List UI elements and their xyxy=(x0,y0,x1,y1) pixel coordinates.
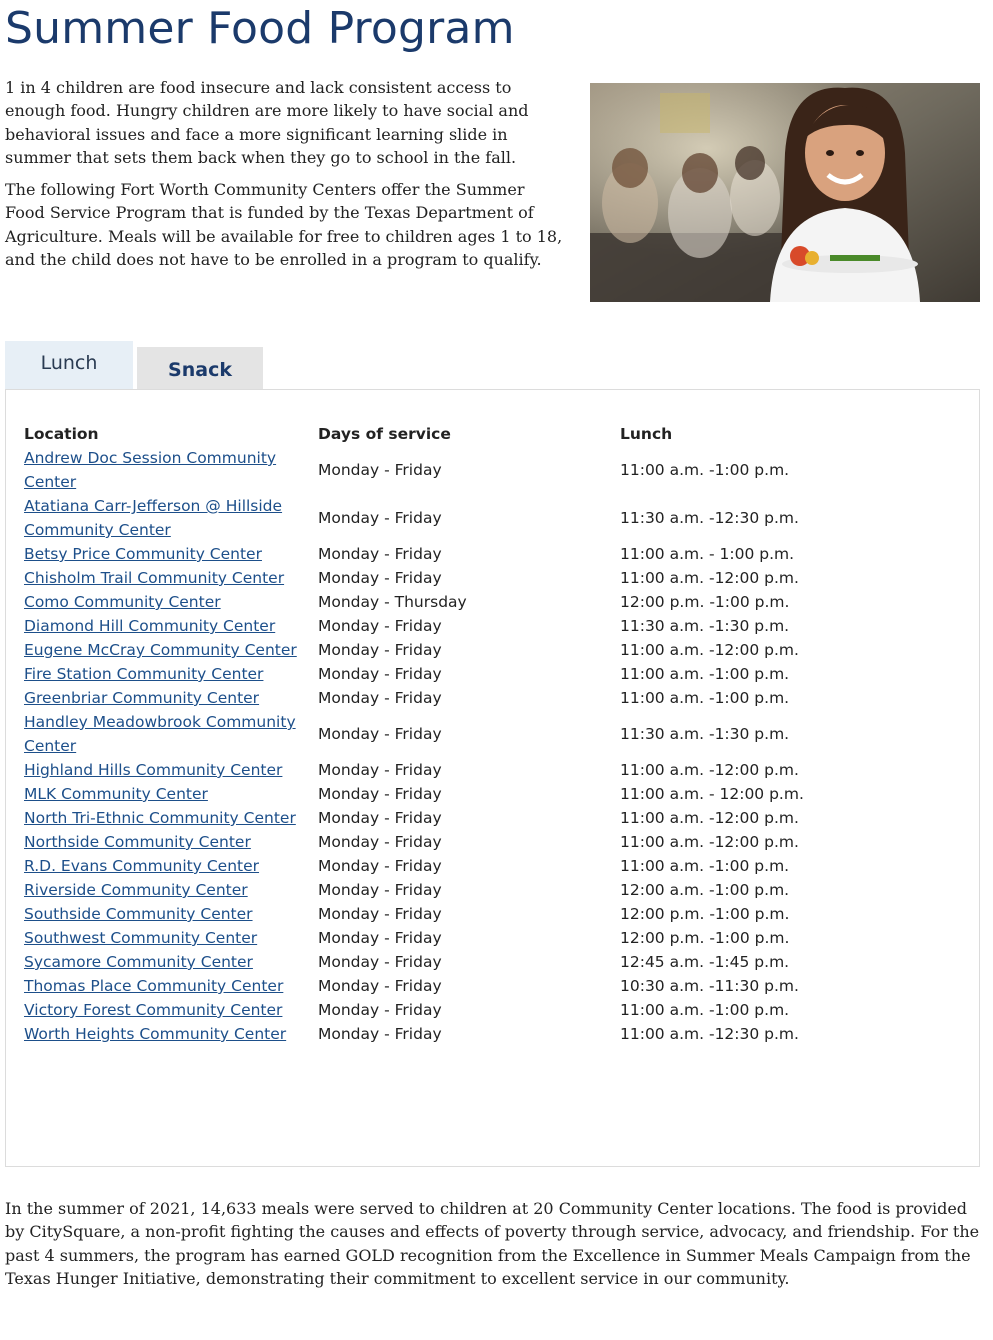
table-row xyxy=(24,494,804,542)
time-cell: 11:00 a.m. -1:00 p.m. xyxy=(620,1001,790,1019)
location-cell xyxy=(24,710,318,758)
table-row xyxy=(24,590,804,614)
time-cell: 11:00 a.m. -12:30 p.m. xyxy=(620,1025,799,1043)
location-link[interactable]: Highland Hills Community Center xyxy=(24,761,283,779)
location-link[interactable]: North Tri-Ethnic Community Center xyxy=(24,809,296,827)
intro-text xyxy=(5,76,567,280)
days-cell: Monday - Friday xyxy=(318,761,442,779)
location-cell xyxy=(24,566,318,590)
location-link[interactable]: Handley Meadowbrook Community Center xyxy=(24,713,296,755)
location-link[interactable]: Riverside Community Center xyxy=(24,881,248,899)
table-row xyxy=(24,998,804,1022)
time-cell: 12:00 a.m. -1:00 p.m. xyxy=(620,881,790,899)
days-cell: Monday - Friday xyxy=(318,833,442,851)
table-row xyxy=(24,1022,804,1046)
tab-lunch[interactable]: Lunch xyxy=(5,341,133,389)
location-cell xyxy=(24,878,318,902)
time-cell: 11:00 a.m. -12:00 p.m. xyxy=(620,809,799,827)
days-cell: Monday - Friday xyxy=(318,809,442,827)
days-cell: Monday - Friday xyxy=(318,617,442,635)
days-cell: Monday - Friday xyxy=(318,929,442,947)
time-cell: 11:00 a.m. - 1:00 p.m. xyxy=(620,545,795,563)
location-cell xyxy=(24,782,318,806)
time-cell: 11:30 a.m. -12:30 p.m. xyxy=(620,509,799,527)
days-cell: Monday - Thursday xyxy=(318,593,467,611)
location-cell xyxy=(24,686,318,710)
child-with-lunch-tray-photo xyxy=(590,83,980,302)
table-header-row xyxy=(24,422,804,446)
time-cell: 11:00 a.m. -1:00 p.m. xyxy=(620,665,790,683)
table-row xyxy=(24,950,804,974)
location-cell xyxy=(24,638,318,662)
location-cell xyxy=(24,494,318,542)
location-cell xyxy=(24,614,318,638)
location-cell xyxy=(24,830,318,854)
table-row xyxy=(24,542,804,566)
time-cell: 11:00 a.m. -12:00 p.m. xyxy=(620,569,799,587)
time-cell: 11:00 a.m. - 12:00 p.m. xyxy=(620,785,804,803)
tab-snack[interactable]: Snack xyxy=(137,347,263,389)
days-cell: Monday - Friday xyxy=(318,665,442,683)
days-cell: Monday - Friday xyxy=(318,785,442,803)
table-row xyxy=(24,638,804,662)
time-cell: 12:00 p.m. -1:00 p.m. xyxy=(620,929,790,947)
days-cell: Monday - Friday xyxy=(318,977,442,995)
location-link[interactable]: Victory Forest Community Center xyxy=(24,1001,283,1019)
intro-paragraph-2: The following Fort Worth Community Centers offer the Summer Food Service Program that is funded by the Texas Department of Agriculture. Meals will be available for free to children ages 1 to 18, and the child does not have to be enrolled in a program to qualify. xyxy=(5,180,563,270)
location-link[interactable]: Andrew Doc Session Community Center xyxy=(24,449,277,491)
table-row xyxy=(24,902,804,926)
time-cell: 11:00 a.m. -12:00 p.m. xyxy=(620,761,799,779)
time-cell: 11:00 a.m. -1:00 p.m. xyxy=(620,689,790,707)
days-cell: Monday - Friday xyxy=(318,1025,442,1043)
location-link[interactable]: Betsy Price Community Center xyxy=(24,545,262,563)
time-cell: 11:00 a.m. -1:00 p.m. xyxy=(620,461,790,479)
days-cell: Monday - Friday xyxy=(318,857,442,875)
location-link[interactable]: Southwest Community Center xyxy=(24,929,258,947)
location-cell xyxy=(24,446,318,494)
days-cell: Monday - Friday xyxy=(318,953,442,971)
location-column-header: Location xyxy=(24,425,99,443)
days-cell: Monday - Friday xyxy=(318,689,442,707)
days-cell: Monday - Friday xyxy=(318,641,442,659)
location-link[interactable]: Northside Community Center xyxy=(24,833,251,851)
location-cell xyxy=(24,590,318,614)
table-row xyxy=(24,974,804,998)
table-row xyxy=(24,662,804,686)
table-row xyxy=(24,710,804,758)
location-link[interactable]: Greenbriar Community Center xyxy=(24,689,260,707)
table-row xyxy=(24,614,804,638)
page-title: Summer Food Program xyxy=(5,3,515,54)
table-row xyxy=(24,926,804,950)
days-cell: Monday - Friday xyxy=(318,905,442,923)
time-cell: 10:30 a.m. -11:30 p.m. xyxy=(620,977,799,995)
location-link[interactable]: Chisholm Trail Community Center xyxy=(24,569,285,587)
time-cell: 11:00 a.m. -1:00 p.m. xyxy=(620,857,790,875)
location-link[interactable]: Thomas Place Community Center xyxy=(24,977,284,995)
location-link[interactable]: R.D. Evans Community Center xyxy=(24,857,260,875)
days-column-header: Days of service xyxy=(318,425,451,443)
location-cell xyxy=(24,854,318,878)
table-row xyxy=(24,686,804,710)
location-link[interactable]: MLK Community Center xyxy=(24,785,208,803)
location-cell xyxy=(24,950,318,974)
lunch-schedule-table xyxy=(24,422,804,1046)
location-link[interactable]: Southside Community Center xyxy=(24,905,253,923)
days-cell: Monday - Friday xyxy=(318,881,442,899)
table-row xyxy=(24,758,804,782)
time-cell: 11:00 a.m. -12:00 p.m. xyxy=(620,833,799,851)
location-cell xyxy=(24,542,318,566)
table-row xyxy=(24,782,804,806)
table-row xyxy=(24,878,804,902)
days-cell: Monday - Friday xyxy=(318,569,442,587)
intro-paragraph-1: 1 in 4 children are food insecure and lack consistent access to enough food. Hungry children are more likely to have social and behavioral issues and face a more significant learning slide in summer that sets them back when they go to school in the fall. xyxy=(5,78,529,167)
outro-paragraph: In the summer of 2021, 14,633 meals were served to children at 20 Community Center locations. The food is provided by CitySquare, a non-profit fighting the causes and effects of poverty through service, advocacy, and friendship. For the past 4 summers, the program has earned GOLD recognition from the Excellence in Summer Meals Campaign from the Texas Hunger Initiative, demonstrating their commitment to excellent service in our community. xyxy=(5,1199,980,1288)
table-row xyxy=(24,566,804,590)
table-row xyxy=(24,854,804,878)
location-link[interactable]: Eugene McCray Community Center xyxy=(24,641,297,659)
time-cell: 12:00 p.m. -1:00 p.m. xyxy=(620,905,790,923)
days-cell: Monday - Friday xyxy=(318,545,442,563)
days-cell: Monday - Friday xyxy=(318,1001,442,1019)
location-cell xyxy=(24,974,318,998)
location-link[interactable]: Atatiana Carr-Jefferson @ Hillside Community Center xyxy=(24,497,283,539)
time-column-header: Lunch xyxy=(620,425,673,443)
time-cell: 11:00 a.m. -12:00 p.m. xyxy=(620,641,799,659)
table-row xyxy=(24,830,804,854)
days-cell: Monday - Friday xyxy=(318,461,442,479)
location-link[interactable]: Worth Heights Community Center xyxy=(24,1025,287,1043)
time-cell: 12:00 p.m. -1:00 p.m. xyxy=(620,593,790,611)
location-link[interactable]: Como Community Center xyxy=(24,593,221,611)
location-cell xyxy=(24,1022,318,1046)
location-link[interactable]: Fire Station Community Center xyxy=(24,665,264,683)
location-cell xyxy=(24,926,318,950)
table-row xyxy=(24,446,804,494)
days-cell: Monday - Friday xyxy=(318,509,442,527)
days-cell: Monday - Friday xyxy=(318,725,442,743)
location-link[interactable]: Sycamore Community Center xyxy=(24,953,253,971)
location-cell xyxy=(24,902,318,926)
location-cell xyxy=(24,758,318,782)
location-cell xyxy=(24,662,318,686)
lunch-tab-panel xyxy=(5,389,980,1167)
table-row xyxy=(24,806,804,830)
location-cell xyxy=(24,806,318,830)
time-cell: 11:30 a.m. -1:30 p.m. xyxy=(620,617,790,635)
photo-illustration xyxy=(590,83,980,302)
location-link[interactable]: Diamond Hill Community Center xyxy=(24,617,276,635)
time-cell: 11:30 a.m. -1:30 p.m. xyxy=(620,725,790,743)
location-cell xyxy=(24,998,318,1022)
time-cell: 12:45 a.m. -1:45 p.m. xyxy=(620,953,790,971)
